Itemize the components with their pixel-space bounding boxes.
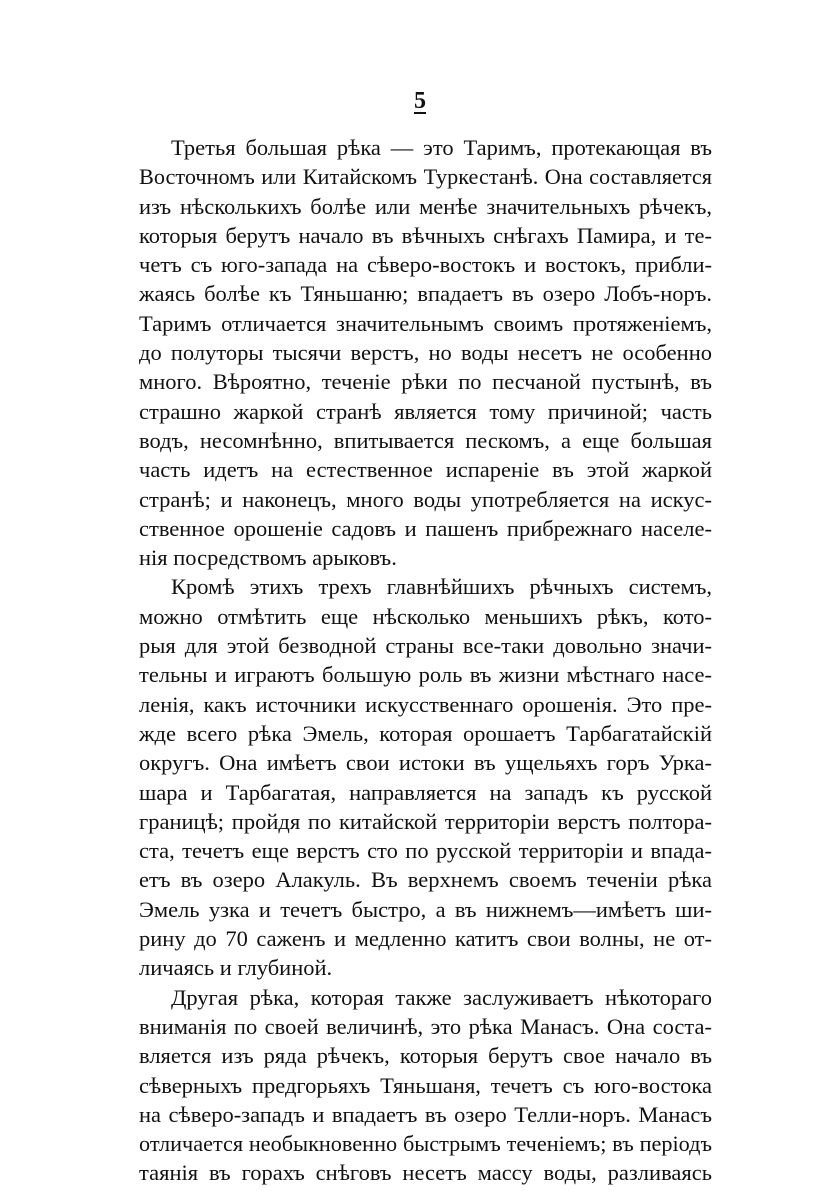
body-text: [139, 133, 712, 1188]
text-line: тельны и играютъ большую роль въ жизни мѣстнаго насе-: [139, 662, 712, 688]
text-line: рыя для этой безводной страны все-таки довольно значи-: [139, 633, 712, 659]
text-line: округъ. Она имѣетъ свои истоки въ ущельяхъ горъ Урка-: [139, 750, 712, 776]
paragraph-2: [139, 572, 712, 982]
text-line: жаясь болѣе къ Тяньшаню; впадаетъ въ озеро Лобъ-норъ.: [139, 281, 712, 307]
text-line: Эмель узка и течетъ быстро, а въ нижнемъ—имѣетъ ши-: [139, 896, 712, 922]
text-line: шара и Тарбагатая, направляется на западъ къ русской: [139, 779, 712, 805]
text-line: Таримъ отличается значительнымъ своимъ протяженіемъ,: [139, 310, 712, 336]
text-line: отличается необыкновенно быстрымъ теченіемъ; въ періодъ: [139, 1131, 712, 1157]
text-line: ленія, какъ источники искусственнаго орошенія. Это пре-: [139, 691, 712, 717]
text-line: страшно жаркой странѣ является тому причиной; часть: [139, 398, 712, 424]
paragraph-1: [139, 133, 712, 572]
text-line: Восточномъ или Китайскомъ Туркестанѣ. Она составляется: [139, 164, 712, 190]
page-number: 5: [414, 88, 426, 114]
text-line: Третья большая рѣка — это Таримъ, протекающая въ: [171, 135, 712, 160]
text-line: до полуторы тысячи верстъ, но воды несетъ не особенно: [139, 340, 712, 366]
text-line: вляется изъ ряда рѣчекъ, которыя берутъ свое начало въ: [139, 1043, 712, 1069]
text-line: которыя берутъ начало въ вѣчныхъ снѣгахъ Памира, и те-: [139, 222, 712, 248]
text-line: ста, течетъ еще верстъ сто по русской территоріи и впада-: [139, 838, 712, 864]
text-line: часть идетъ на естественное испареніе въ этой жаркой: [139, 457, 712, 483]
paragraph-3: [139, 983, 712, 1188]
text-line: етъ въ озеро Алакуль. Въ верхнемъ своемъ теченіи рѣка: [139, 867, 712, 893]
text-line: на сѣверо-западъ и впадаетъ въ озеро Телли-норъ. Манасъ: [139, 1101, 712, 1127]
text-line: изъ нѣсколькихъ болѣе или менѣе значительныхъ рѣчекъ,: [139, 193, 712, 219]
text-line: личаясь и глубиной.: [139, 955, 333, 981]
text-line: можно отмѣтить еще нѣсколько меньшихъ рѣкъ, кото-: [139, 603, 712, 629]
text-line: водъ, несомнѣнно, впитывается пескомъ, а еще большая: [139, 427, 712, 453]
text-line: четъ съ юго-запада на сѣверо-востокъ и востокъ, прибли-: [139, 252, 712, 278]
text-line: границѣ; пройдя по китайской территоріи верстъ полтора-: [139, 808, 712, 834]
text-line: ственное орошеніе садовъ и пашенъ прибрежнаго населе-: [139, 515, 712, 541]
text-line: Кромѣ этихъ трехъ главнѣйшихъ рѣчныхъ системъ,: [171, 574, 712, 600]
text-line: странѣ; и наконецъ, много воды употребляется на искус-: [139, 486, 712, 512]
text-line: таянія въ горахъ снѣговъ несетъ массу воды, разливаясь: [139, 1160, 712, 1186]
text-line: жде всего рѣка Эмель, которая орошаетъ Тарбагатайскій: [139, 720, 712, 746]
text-line: рину до 70 саженъ и медленно катитъ свои волны, не от-: [139, 926, 712, 952]
text-line: сѣверныхъ предгорьяхъ Тяньшаня, течетъ съ юго-востока: [139, 1072, 712, 1098]
text-line: вниманія по своей величинѣ, это рѣка Манасъ. Она соста-: [139, 1013, 712, 1039]
text-line: Другая рѣка, которая также заслуживаетъ нѣкотораго: [171, 984, 712, 1010]
text-line: много. Вѣроятно, теченіе рѣки по песчаной пустынѣ, въ: [139, 369, 712, 395]
text-line: нія посредствомъ арыковъ.: [139, 545, 397, 571]
